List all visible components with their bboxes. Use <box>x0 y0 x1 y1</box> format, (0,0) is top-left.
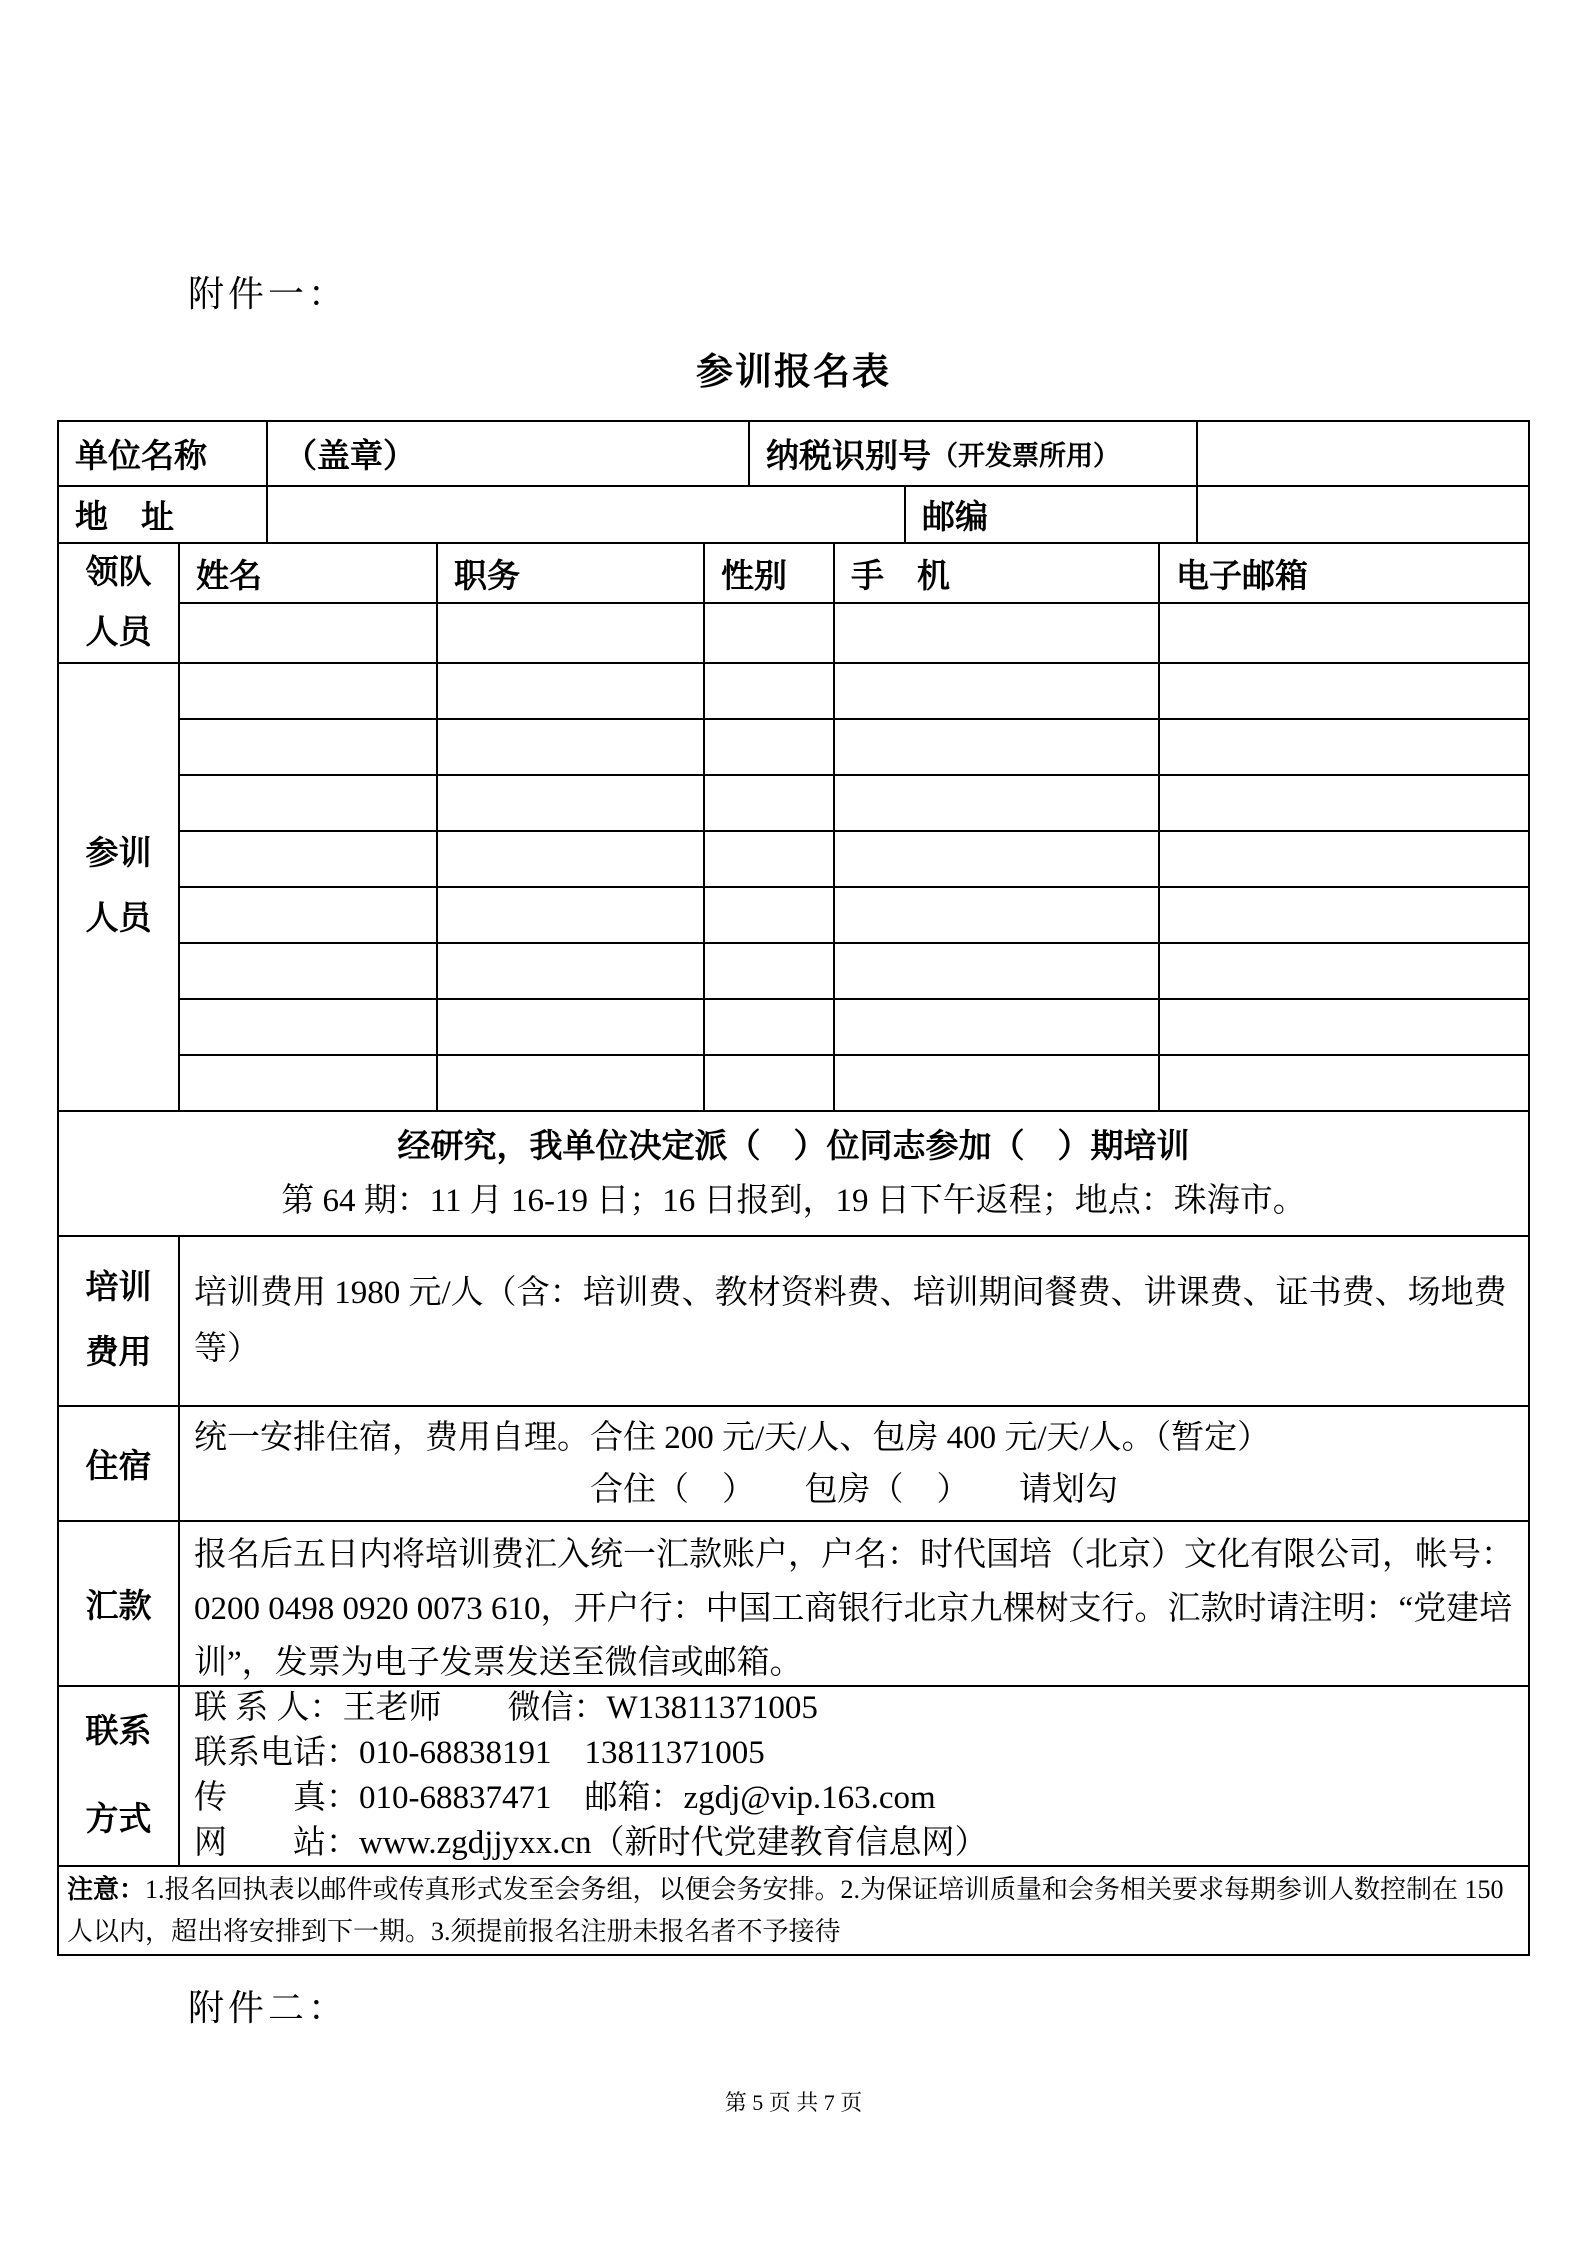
tax-id-input-cell <box>1196 422 1528 485</box>
decision-line-1: 经研究，我单位决定派（ ）位同志参加（ ）期培训 <box>397 1128 1190 1165</box>
page-number-footer: 第 5 页 共 7 页 <box>724 2090 863 2115</box>
fee-label <box>59 1237 178 1405</box>
empty-cell <box>1158 776 1528 830</box>
contact-line-1: 联 系 人：王老师 微信：W13811371005 <box>194 1690 818 1726</box>
empty-cell <box>1158 944 1528 998</box>
empty-cell <box>1158 888 1528 942</box>
lodging-line-1: 统一安排住宿，费用自理。合住 200 元/天/人、包房 400 元/天/人。（暂定） <box>194 1419 1271 1456</box>
participant-row <box>180 942 1528 998</box>
column-header-name: 姓名 <box>196 558 262 595</box>
empty-cell <box>180 944 436 998</box>
lodging-label <box>59 1407 178 1520</box>
tax-id-label-text: 纳税识别号 <box>766 439 931 475</box>
empty-cell <box>703 776 833 830</box>
empty-cell <box>180 1000 436 1054</box>
fee-row <box>59 1235 1528 1405</box>
remittance-row <box>59 1520 1528 1685</box>
remittance-label <box>59 1522 178 1685</box>
empty-cell <box>180 832 436 886</box>
notes-text: 1.报名回执表以邮件或传真形式发至会务组，以便会务安排。2.为保证培训质量和会务相关要求每期参训人数控制在 150 人以内，超出将安排到下一期。3.须提前报名注册未报名者不予接待 <box>67 1875 1504 1946</box>
empty-cell <box>436 664 703 718</box>
empty-cell <box>703 1056 833 1110</box>
fee-label-line2: 费用 <box>85 1335 152 1371</box>
empty-cell <box>703 944 833 998</box>
attachment-two-label: 附件二： <box>188 1988 349 2028</box>
participant-row <box>180 830 1528 886</box>
empty-cell <box>833 1056 1158 1110</box>
participant-row <box>180 664 1528 718</box>
empty-cell <box>833 776 1158 830</box>
address-row <box>59 485 1528 542</box>
attachment-one-label: 附件一： <box>188 274 349 314</box>
empty-cell <box>436 1000 703 1054</box>
empty-cell <box>436 888 703 942</box>
participant-row <box>180 998 1528 1054</box>
leader-section <box>59 542 1528 662</box>
contact-row <box>59 1685 1528 1865</box>
empty-cell <box>1158 664 1528 718</box>
participants-grid <box>178 664 1528 1110</box>
empty-cell <box>180 1056 436 1110</box>
fee-label-line1: 培训 <box>85 1270 152 1306</box>
notes-content <box>59 1867 1528 1954</box>
fee-content <box>178 1237 1528 1405</box>
empty-cell <box>436 720 703 774</box>
participant-row <box>180 774 1528 830</box>
empty-cell <box>703 604 833 662</box>
lodging-row <box>59 1405 1528 1520</box>
lodging-content <box>178 1407 1528 1520</box>
empty-cell <box>833 888 1158 942</box>
empty-cell <box>436 776 703 830</box>
column-header-email: 电子邮箱 <box>1158 544 1528 602</box>
empty-cell <box>703 1000 833 1054</box>
participants-label-line1: 参训 <box>85 836 152 872</box>
participant-row <box>180 886 1528 942</box>
address-input-cell <box>266 487 904 542</box>
remittance-label-text: 汇款 <box>85 1589 152 1625</box>
participants-label <box>59 664 178 1110</box>
empty-cell <box>1158 720 1528 774</box>
contact-line-2: 联系电话：010-68838191 13811371005 <box>194 1735 765 1771</box>
empty-cell <box>180 664 436 718</box>
unit-name-row <box>59 422 1528 485</box>
registration-form-table <box>57 420 1530 1956</box>
empty-cell <box>703 664 833 718</box>
contact-line-4: 网 站：www.zgdjjyxx.cn（新时代党建教育信息网） <box>194 1825 988 1861</box>
empty-cell <box>1158 1000 1528 1054</box>
tax-id-label <box>748 422 1196 485</box>
empty-cell <box>436 832 703 886</box>
contact-label <box>59 1687 178 1865</box>
notes-label: 注意： <box>67 1875 146 1904</box>
decision-row <box>59 1110 1528 1235</box>
empty-cell <box>703 888 833 942</box>
leader-label <box>59 544 178 662</box>
contact-label-line1: 联系 <box>85 1714 152 1750</box>
participant-row <box>180 1054 1528 1110</box>
leader-label-line2: 人员 <box>85 615 152 651</box>
page-title: 参训报名表 <box>696 352 891 393</box>
empty-cell <box>180 776 436 830</box>
empty-cell <box>436 604 703 662</box>
empty-cell <box>180 888 436 942</box>
lodging-line-2: 合住（ ） 包房（ ） 请划勾 <box>590 1471 1118 1508</box>
empty-cell <box>833 944 1158 998</box>
empty-cell <box>833 604 1158 662</box>
empty-cell <box>436 944 703 998</box>
decision-line-2: 第 64 期：11 月 16-19 日；16 日报到，19 日下午返程；地点：珠海市。 <box>281 1182 1306 1219</box>
seal-cell: （盖章） <box>266 422 748 485</box>
empty-cell <box>833 832 1158 886</box>
empty-cell <box>833 1000 1158 1054</box>
column-header-row <box>180 544 1528 602</box>
empty-cell <box>1158 604 1528 662</box>
lodging-label-text: 住宿 <box>85 1449 152 1485</box>
empty-cell <box>833 664 1158 718</box>
column-header-phone: 手 机 <box>833 544 1158 602</box>
empty-cell <box>1158 832 1528 886</box>
leader-grid <box>178 544 1528 662</box>
tax-id-note: （开发票所用） <box>931 441 1120 471</box>
participant-row <box>180 718 1528 774</box>
leader-entry-row <box>180 602 1528 662</box>
postal-code-label: 邮编 <box>904 487 1196 542</box>
empty-cell <box>180 720 436 774</box>
contact-line-3: 传 真：010-68837471 邮箱：zgdj@vip.163.com <box>194 1780 936 1816</box>
column-header-sex: 性别 <box>703 544 833 602</box>
postal-code-input-cell <box>1196 487 1528 542</box>
empty-cell <box>703 832 833 886</box>
leader-label-line1: 领队 <box>85 555 152 591</box>
empty-cell <box>833 720 1158 774</box>
column-header-duty: 职务 <box>436 544 703 602</box>
unit-name-label: 单位名称 <box>75 439 207 475</box>
participants-label-line2: 人员 <box>85 901 152 937</box>
contact-label-line2: 方式 <box>85 1802 152 1838</box>
empty-cell <box>1158 1056 1528 1110</box>
contact-content <box>178 1687 1528 1865</box>
empty-cell <box>436 1056 703 1110</box>
empty-cell <box>180 604 436 662</box>
notes-row <box>59 1865 1528 1954</box>
empty-cell <box>703 720 833 774</box>
fee-content-text: 培训费用 1980 元/人（含：培训费、教材资料费、培训期间餐费、讲课费、证书费、场地费等） <box>194 1275 1507 1367</box>
participants-section <box>59 662 1528 1110</box>
address-label: 地 址 <box>75 500 174 536</box>
remittance-content: 报名后五日内将培训费汇入统一汇款账户，户名：时代国培（北京）文化有限公司，帐号：0200 0498 0920 0073 610，开户行：中国工商银行北京九棵树支行。汇款时请注明：“党建培训”，发票为电子发票发送至微信或邮箱。 <box>178 1522 1528 1685</box>
